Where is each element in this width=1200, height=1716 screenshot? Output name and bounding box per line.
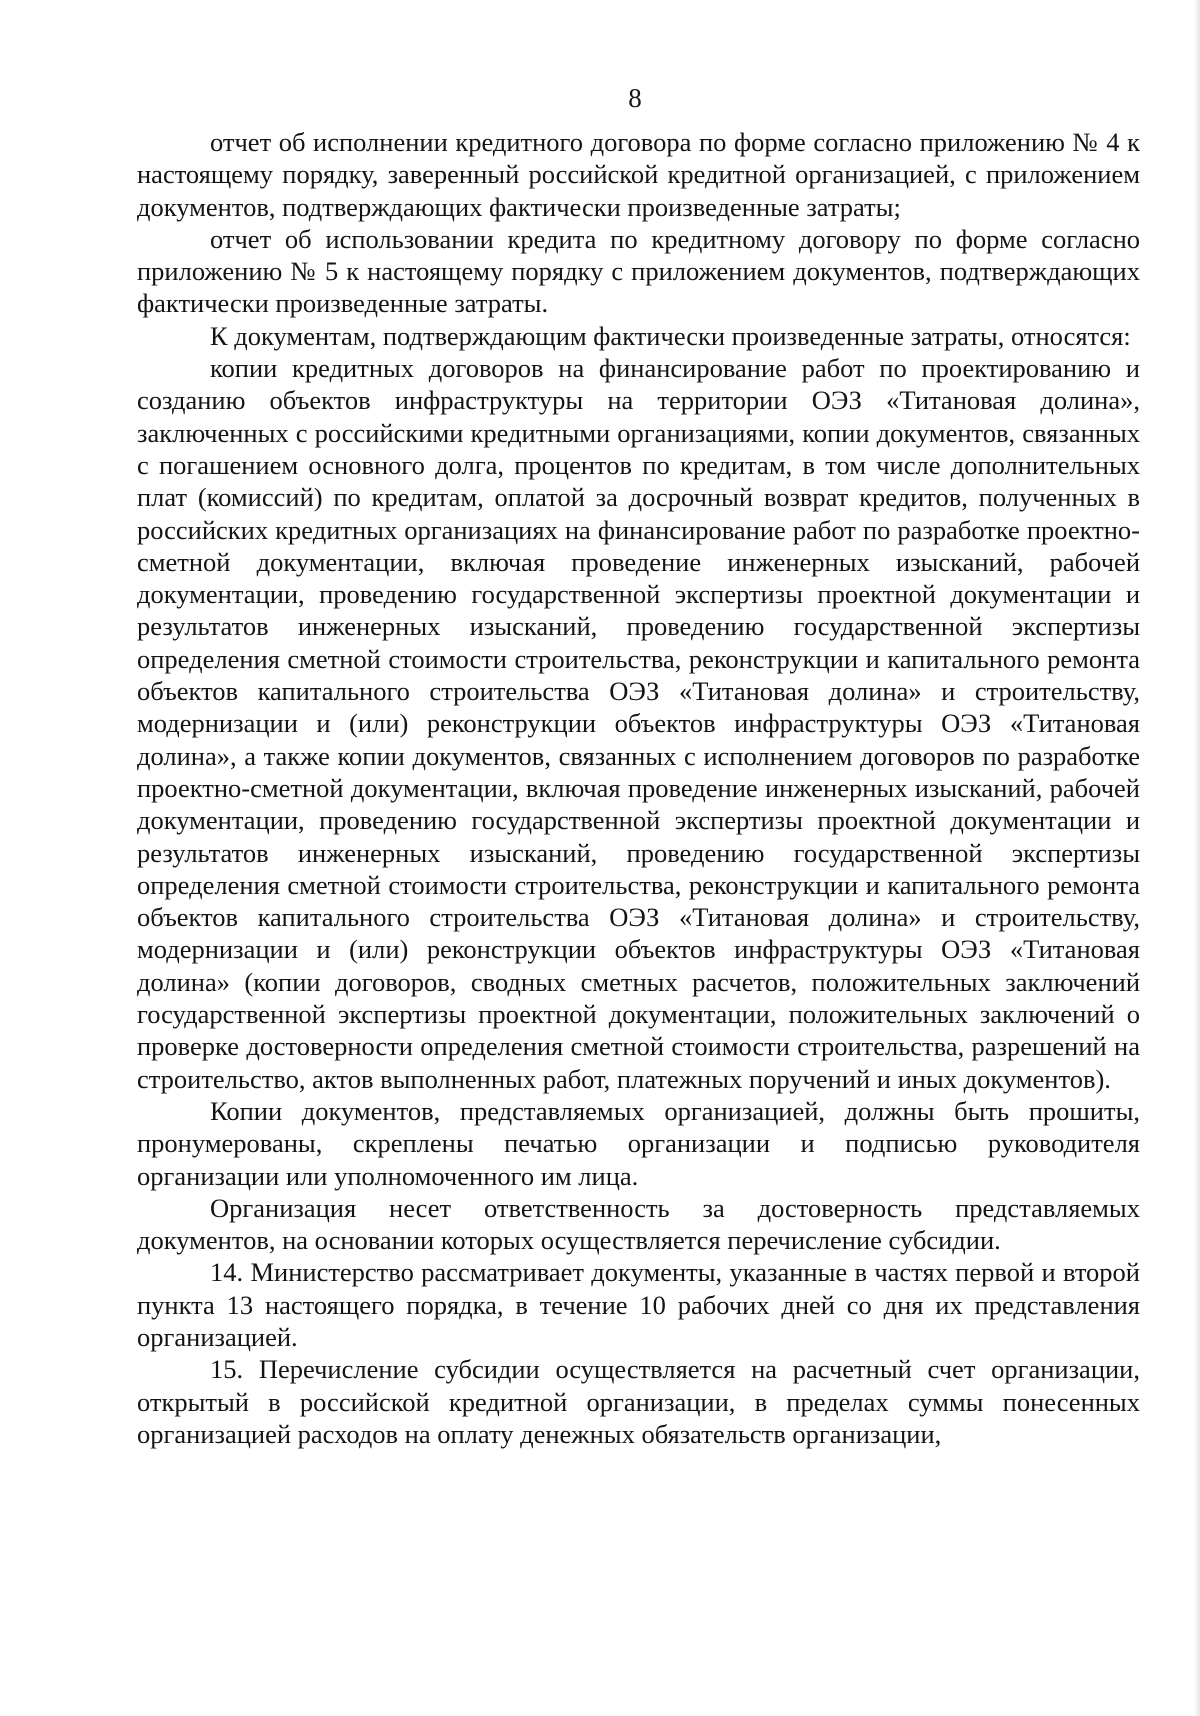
scan-edge-shadow bbox=[1194, 0, 1200, 1716]
paragraph-organization-responsibility: Организация несет ответственность за достоверность представляемых документов, на основании которых осуществляется перечисление субсидии. bbox=[137, 1192, 1140, 1256]
paragraph-clause-15: 15. Перечисление субсидии осуществляется на расчетный счет организации, открытый в российской кредитной организации, в пределах суммы понесенных организацией расходов на оплату денежных обязательств организации, bbox=[137, 1354, 1140, 1449]
paragraph-clause-14: 14. Министерство рассматривает документы, указанные в частях первой и второй пункта 13 настоящего порядка, в течение 10 рабочих дней со дня их представления организацией. bbox=[137, 1257, 1140, 1352]
paragraph-supporting-documents-intro: К документам, подтверждающим фактически произведенные затраты, относятся: bbox=[210, 320, 1131, 351]
document-body bbox=[137, 126, 1140, 1450]
paragraph-credit-usage-report: отчет об использовании кредита по кредитному договору по форме согласно приложению № 5 к настоящему порядку с приложением документов, подтверждающих фактически произведенные затраты. bbox=[137, 223, 1140, 319]
paragraph-credit-execution-report: отчет об исполнении кредитного договора по форме согласно приложению № 4 к настоящему порядку, заверенный российской кредитной организацией, с приложением документов, подтверждающих фактически произведенные затраты; bbox=[137, 127, 1140, 222]
paragraph-document-copies-requirements: Копии документов, представляемых организацией, должны быть прошиты, пронумерованы, скреплены печатью организации и подписью руководителя организации или уполномоченного им лица. bbox=[137, 1095, 1140, 1191]
page-number: 8 bbox=[628, 83, 642, 113]
paragraph-supporting-documents-list: копии кредитных договоров на финансирование работ по проектированию и созданию объектов инфраструктуры на территории ОЭЗ «Титановая долина», заключенных с российскими кредитными организациями, копии документов, связанных с погашением основного долга, процентов по кредитам, в том числе дополнительных плат (комиссий) по кредитам, оплатой за досрочный возврат кредитов, полученных в российских кредитных организациях на финансирование работ по разработке проектно-сметной документации, включая проведение инженерных изысканий, рабочей документации, проведению государственной экспертизы проектной документации и результатов инженерных изысканий, проведению государственной экспертизы определения сметной стоимости строительства, реконструкции и капитального ремонта объектов капитального строительства ОЭЗ «Титановая долина» и строительству, модернизации и (или) реконструкции объектов инфраструктуры ОЭЗ «Титановая долина», а также копии документов, связанных с исполнением договоров по разработке проектно-сметной документации, включая проведение инженерных изысканий, рабочей документации, проведению государственной экспертизы проектной документации и результатов инженерных изысканий, проведению государственной экспертизы определения сметной стоимости строительства, реконструкции и капитального ремонта объектов капитального строительства ОЭЗ «Титановая долина» и строительству, модернизации и (или) реконструкции объектов инфраструктуры ОЭЗ «Титановая долина» (копии договоров, сводных сметных расчетов, положительных заключений государственной экспертизы проектной документации, положительных заключений о проверке достоверности определения сметной стоимости строительства, разрешений на строительство, актов выполненных работ, платежных поручений и иных документов). bbox=[137, 353, 1140, 1094]
